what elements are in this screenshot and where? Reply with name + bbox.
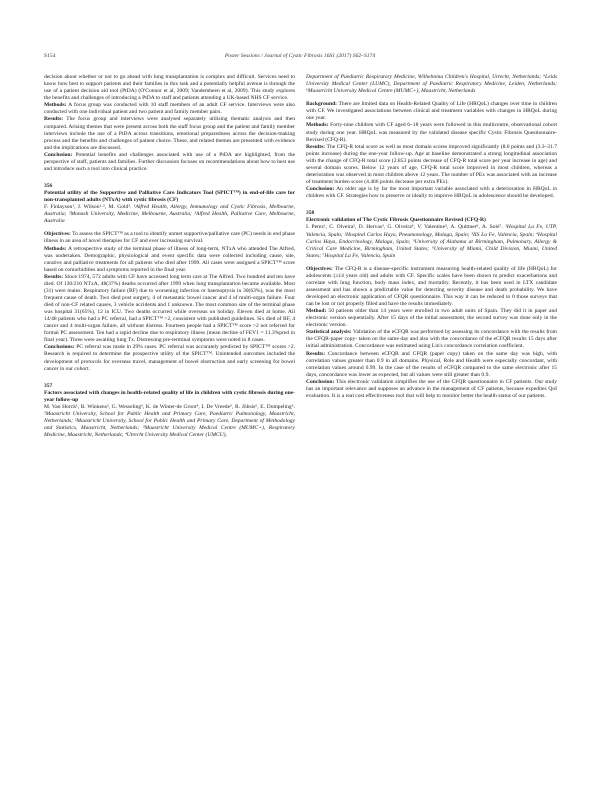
abstract-356-title: Potential utility of the Supportive and Palliative Care Indicators Tool (SPICT™) in end-of-life care for non-transplanted adults (NTxA) with cystic fibrosis (CF) [44, 190, 295, 204]
methods-label: Methods: [306, 122, 329, 129]
abstract-358-statistics [306, 329, 557, 350]
abstract-356-authors [44, 204, 295, 225]
authors-text: F. Finlayson¹, J. Wilson¹·², M. Gold³. [44, 204, 134, 211]
methods-label: Methods: [44, 102, 67, 109]
intro-paragraph: decision about whether or not to go ahead with lung transplantation is complex and difficult. Services need to know how best to support patients and their families in this task and a potentially helpful avenue is through the use of a patient decision aid tool (PtDA) (O'Connor et al, 2009; Vandemheen et al, 2009). This study explores the benefits and challenges of introducing a PtDA to staff and patients attending a UK-based NHS CF service. [44, 74, 295, 102]
affiliations-text: ¹Maastricht University, School for Public Health and Primary Care, Paediatric Pulmonology, Maastricht, Netherlands; ²Maastricht University, School for Public Health and Primary Care, Department of Methodology and Statistics, Maastricht, Netherlands; ³Maastricht University Medical Centre (MUMC+), Respiratory Medicine, Maastricht, Netherlands; ⁴Utrecht University Medical Center (UMCU), [44, 411, 295, 439]
conclusion-text: This electronic validation simplifies the use of the CFQR questionnaire in CF patients. Our study has an important relevance and supposes an advance in the management of CF patients, because expedites QoI evaluation. It is a real cost effectiveness tool that will help to monitor better the health status of our patients. [306, 378, 557, 399]
methods-text: A focus group was conducted with 10 staff members of an adult CF service. Interviews were also conducted with one individual patient and two patient and family member pairs. [44, 102, 295, 116]
journal-running-title: Poster Sessions / Journal of Cystic Fibrosis 16S1 (2017) S62–S174 [224, 53, 376, 59]
abstract-357-methods [306, 122, 557, 143]
method-text: 50 patients older than 14 years were enrolled in two adult units of Spain. They did it in paper and electronic version sequentially. After 15 days of the initial assessment, the second survey was done only in the electronic version. [306, 308, 557, 329]
results-paragraph [44, 116, 295, 151]
results-label: Results: [44, 116, 64, 123]
methods-text: Forty-nine children with CF aged 6–18 years were followed in this multicentre, observational cohort study during one year. HRQoL was measured by the validated disease specific Cystic Fibrosis Questionnaire-Revised (CFQ-R). [306, 122, 557, 143]
abstract-357-number: 357 [44, 382, 53, 389]
results-label: Results: [306, 350, 326, 357]
abstract-356-results [44, 274, 295, 344]
abstract-358-title: Electronic validation of The Cystic Fibrosis Questionnaire Revised (CFQ-R) [306, 217, 486, 224]
conclusion-text: An older age is by far the most important variable associated with a deterioration in HRQoL in children with CF. Strategies how to preserve or ideally to improve HRQoL in adolescence should be developed. [306, 186, 557, 200]
conclusion-paragraph [44, 152, 295, 173]
conclusion-label: Conclusion: [306, 378, 335, 385]
abstract-358-results [306, 351, 557, 379]
results-text: The focus group and interviews were analysed separately utilising thematic analysis and then compared. Arising themes that were present across both the staff focus group and the patient and family member interviews include the use of a PtDA across transitions, emotional preparedness across the decision-making process and the benefits and challenges of patient choice. These, and related themes are presented with evidence and the implications are discussed. [44, 116, 295, 151]
affiliations-text: ¹Alfred Health, Allergy, Immunology and Cystic Fibrosis, Melbourne, Australia; ²Monash University, Medicine, Melbourne, Australia; ³Alfred Health, Palliative Care, Melbourne, Australia [44, 204, 295, 225]
statistics-text: Validation of the eCFQR was performed by assessing its concordance with the results from the CFQR-paper copy- taken on the same day and also with the concordance of the eCFQR results 15 days after initial administration. Concordance was estimated using Lin's concordance correlation coefficient. [306, 329, 557, 350]
conclusion-label: Conclusion: [44, 151, 73, 158]
abstract-357-title: Factors associated with changes in health-related quality of life in children with cystic fibrosis during one-year follow-up [44, 389, 295, 403]
methods-label: Methods: [44, 245, 67, 252]
authors-text: M. Van Horck¹, B. Winkens², G. Wesseling³, K. de Winter-de Groot⁴, I. De Vreede⁵, R. Jöbsis⁶, E. Dompeling⁶. [44, 403, 295, 410]
objectives-label: Objectives: [44, 231, 71, 238]
abstract-357-affiliations-continued: Department of Paediatric Respiratory Medicine, Wilhelmina Children's Hospital, Utrecht, Netherlands; ⁵Leids University Medical Center (LUMC), Department of Paediatric Respiratory Medicine, Leiden, Netherlands; ⁶Maastricht University Medical Centre (MUMC+), Maastricht, Netherlands [306, 74, 557, 95]
abstract-357-conclusion [306, 186, 557, 200]
abstract-358-objectives [306, 266, 557, 308]
background-label: Background: [306, 101, 338, 108]
results-text: Since 1974, 572 adults with CF have accessed long term care at The Alfred. Two hundred and ten have died. Of 130/210 NTxA, 48(37%) deaths occurred after 1999 when lung transplantation became available. Most (31) were males. Respiratory failure (RF) due to worsening infection or haemoptysis in 30(63%), was the most frequent cause of death. Two died post surgery, 4 of metastatic bowel cancer and 4 of multi-organ failure. Four died of non-CF related causes, 3 vehicle accidents and 1 unknown. The most common site of the terminal phase was hospital 31(65%), 12 in ICU. Two deaths occurred while overseas on holiday. Eleven died at home. All 14/48 patients who had a PC referral, had a SPICT™ >2, consistent with published guidelines. Six died of RF, 4 cancer and 4 multi-organ failure, all without distress. Fourteen people had a SPICT™ score >2 not referred for formal PC assessment. Ten had a rapid decline due to respiratory illness (mean decline of FEV1 = 11.3%pred in final year). Three were awaiting lung Tx. Distressing pre-terminal symptoms were noted in 8 cases. [44, 273, 295, 344]
page-number: S154 [44, 53, 56, 59]
conclusions-label: Conclusions: [44, 344, 75, 351]
abstract-358-method [306, 308, 557, 329]
methods-paragraph [44, 102, 295, 116]
abstract-356-methods [44, 246, 295, 274]
results-text: Concordance between eCFQR and CFQR (paper copy) taken on the same day was high, with correlation values greater than 0.9 in all domains. Physical, Role and Health were especially concordant, with correlation values around 0.99. In the case of the results of eCFQR compared to the same electronic after 15 days, concordance was lower as expected, but all values were still greater than 0.9. [306, 350, 557, 378]
conclusions-text: PC referral was made in 29% cases. PC referral was accurately predicted by SPICT™ scores >2. Research is required to determine the prospective utility of the SPICT™. Unintended outcomes included the development of protocols for overseas travel, management of bowel obstruction and early screening for bowel cancer in our cohort. [44, 344, 295, 372]
method-label: Method: [306, 308, 327, 315]
results-label: Results: [44, 273, 64, 280]
abstract-356-objectives [44, 231, 295, 245]
objectives-text: To assess the SPICT™ as a tool to identify unmet supportive/palliative care (PC) needs in end phase illness in an area of novel therapies for CF and ever increasing survival. [44, 231, 295, 245]
objectives-label: Objectives: [306, 265, 333, 272]
right-column [306, 74, 557, 400]
abstract-358-conclusion [306, 379, 557, 400]
affiliations-text: ¹Hospital La Fe, UTP, Valencia, Spain; ²Hospital Carlos Haya, Pneumonology, Malaga, Spain; ³IIS La Fe, Valencia, Spain; ⁴Hospital Carlos Haya, Endocrinology, Malaga, Spain; ⁵University of Alabama at Birmingham, Pulmonary, Allergy & Critical Care Medicine, Birmingham, United States; ⁶University of Miami, Child Division, Miami, United States; ⁷Hospital La Fe, Valencia, Spain [306, 224, 557, 259]
background-text: There are limited data on Health-Related Quality of Life (HRQoL) changes over time in children with CF. We investigated associations between clinical and treatment variables with changes in HRQoL during one year. [306, 101, 557, 122]
abstract-357-results [306, 144, 557, 186]
abstract-358-number: 358 [306, 210, 315, 217]
methods-text: A retrospective study of the terminal phase of illness of long-term, NTxA who attended The Alfred, was undertaken. Demographic, physiological and event specific data were collected including cause, site, curative and palliative treatments for all patients who died after 1999. All cases were assigned a SPICT™ score based on comorbidities and symptoms reported in the final year. [44, 245, 295, 273]
abstract-357-background [306, 101, 557, 122]
statistics-label: Statistical analysis: [306, 329, 352, 336]
objectives-text: The CFQ-R is a disease-specific instrument measuring health-related quality of life (HRQoL) for adolescents (≥14 years old) and adults with CF. Specific scales have been shown to predict exacerbations and correlate with lung function, body mass index, and mortality. Recently, it has been used in LTX candidate assessment and has shown a predictable value for detecting severity disease and death probability. We have developed an electronic application of CFQR questionnaire. This way it can be reduced to 0 those surveys that can be lost or not properly filled and have the results immediately. [306, 265, 557, 307]
abstract-356-number: 356 [44, 182, 53, 189]
page-header [44, 53, 556, 63]
abstract-356-conclusions [44, 344, 295, 372]
left-column [44, 74, 295, 439]
abstract-357-authors [44, 404, 295, 439]
results-label: Results: [306, 143, 326, 150]
results-text: The CFQ-R total score as well as most domain scores improved significantly (8.0 points and (3.3–31.7 points increase) during the one-year follow-up. Age at baseline demonstrated a strong longitudinal association with the change of CFQ-R total score (2.853 points decrease of CFQ-R total score per year increase in age) and several domain scores. Below 12 years of age, CFQ-R total score improved in most children, whereas a deterioration was observed in most children above 12 years. The number of PEx was associated with an increase of treatment burden score (4.466 points decrease per extra PEx). [306, 143, 557, 185]
conclusion-text: Potential benefits and challenges associated with use of a PtDA are highlighted, from the perspective of staff, patients and families. Further discussion focuses on recommendations about how to best use and introduce such a tool into clinical practice. [44, 151, 295, 172]
conclusion-label: Conclusion: [306, 186, 335, 193]
abstract-358-authors [306, 224, 557, 259]
authors-text: I. Perez¹, C. Olveira², D. Hervas³, G. Olveira⁴, V. Valentine⁵, A. Quittner⁶, A. Solé⁷. [306, 224, 506, 231]
